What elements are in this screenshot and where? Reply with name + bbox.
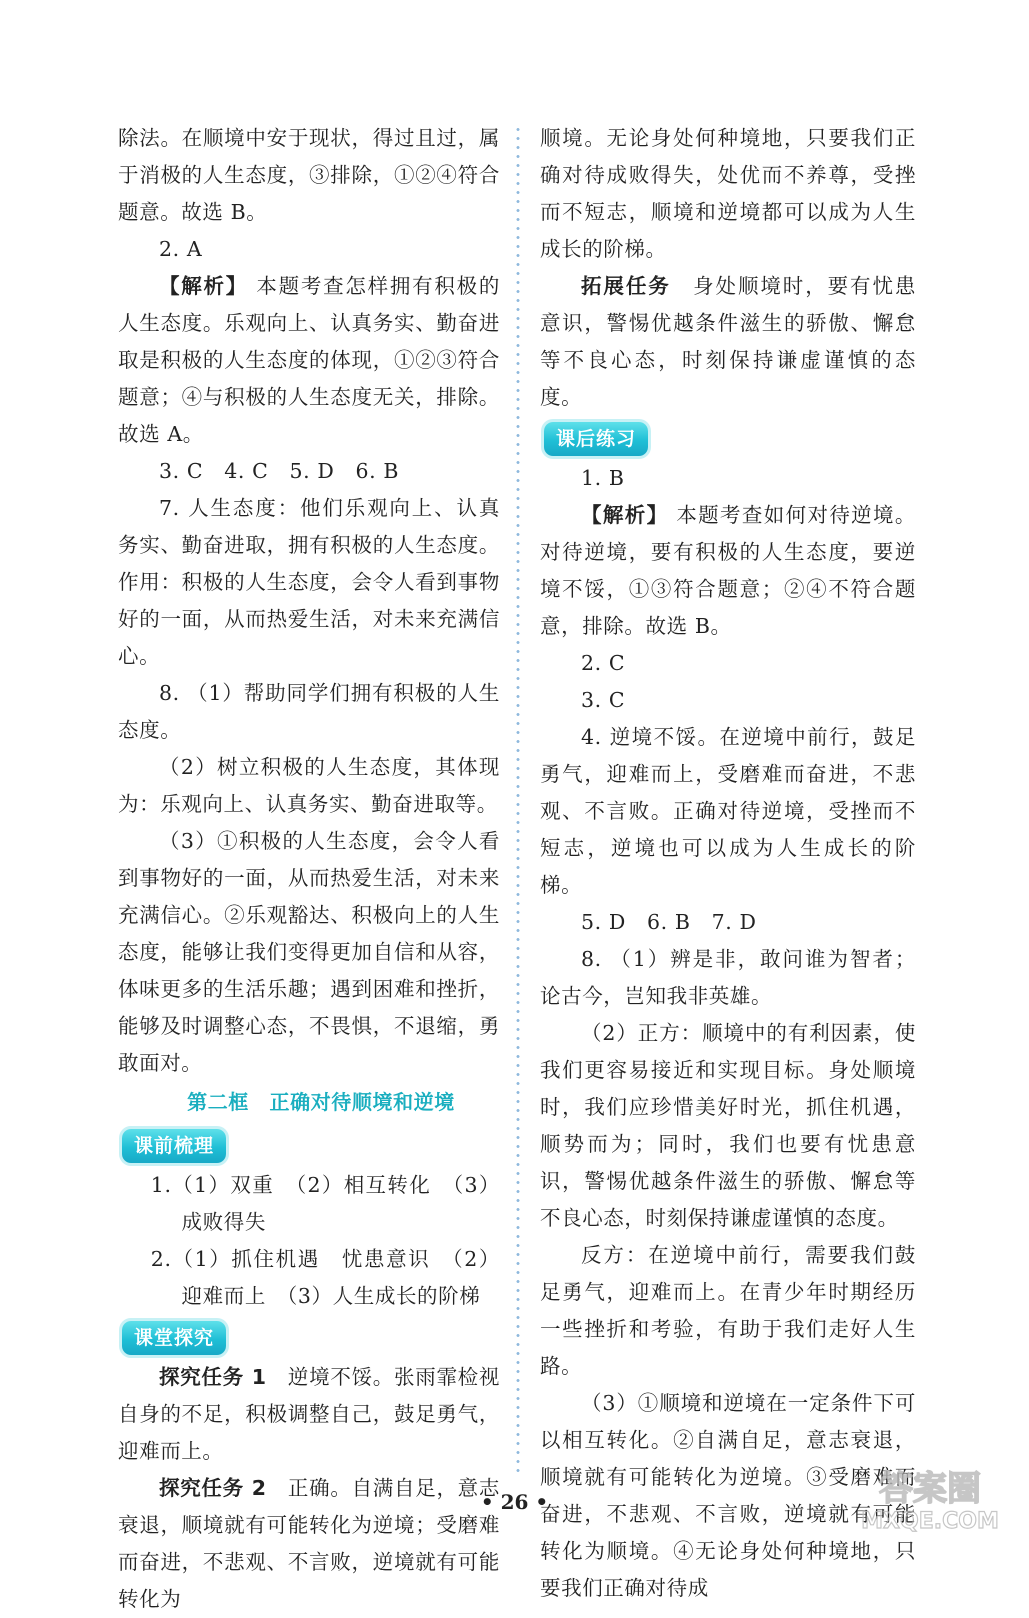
task-text: 身处顺境时，要有忧患意识，警惕优越条件滋生的骄傲、懈怠等不良心态，时刻保持谦虚谨慎的态度。 [540,274,916,409]
list-item: 1.（1）双重 （2）相互转化 （3）成败得失 [150,1173,500,1234]
page-number: • 26 • [480,1490,549,1514]
section-badge-after-class: 课后练习 [544,422,648,456]
paragraph: 顺境。无论身处何种境地，只要我们正确对待成败得失，处优而不养尊，受挫而不短志，顺境和逆境都可以成为人生成长的阶梯。 [540,126,916,261]
paragraph: 7. 人生态度：他们乐观向上、认真务实、勤奋进取，拥有积极的人生态度。作用：积极的人生态度，会令人看到事物好的一面，从而热爱生活，对未来充满信心。 [118,496,500,668]
watermark-url: MXQE.COM [861,1509,999,1534]
task-text: 逆境不馁。张雨霏检视自身的不足，积极调整自己，鼓足勇气，迎难而上。 [118,1365,500,1463]
watermark-logo [830,1460,1029,1536]
section-badge-pre-class: 课前梳理 [122,1129,226,1163]
task-label: 拓展任务 [581,274,671,298]
answer-line: 3. C 4. C 5. D 6. B [159,459,400,483]
column-divider [514,125,522,1475]
analysis-text: 本题考查如何对待逆境。对待逆境，要有积极的人生态度，要逆境不馁，①③符合题意；②④不符合题意，排除。故选 B。 [540,503,916,638]
right-column [540,120,916,1607]
task-label: 探究任务 1 [159,1365,267,1389]
answer-line: 2. A [159,237,203,261]
task-label: 探究任务 2 [159,1476,267,1500]
answer-line: 2. C [581,651,626,675]
paragraph: 反方：在逆境中前行，需要我们鼓足勇气，迎难而上。在青少年时期经历一些挫折和考验，有助于我们走好人生路。 [540,1243,916,1378]
paragraph: 4. 逆境不馁。在逆境中前行，鼓足勇气，迎难而上，受磨难而奋进，不悲观、不言败。正确对待逆境，受挫而不短志，逆境也可以成为人生成长的阶梯。 [540,725,916,897]
paragraph: （3）①积极的人生态度，会令人看到事物好的一面，从而热爱生活，对未来充满信心。②乐观豁达、积极向上的人生态度，能够让我们变得更加自信和从容，体味更多的生活乐趣；遇到困难和挫折，能够及时调整心态，不畏惧，不退缩，勇敢面对。 [118,829,500,1075]
paragraph: 8. （1）辨是非，敢问谁为智者；论古今，岂知我非英雄。 [540,947,916,1008]
paragraph: （2）树立积极的人生态度，其体现为：乐观向上、认真务实、勤奋进取等。 [118,755,500,816]
watermark-text: 答案圈 [879,1469,981,1509]
analysis-label: 【解析】 [159,274,249,298]
analysis-text: 本题考查怎样拥有积极的人生态度。乐观向上、认真务实、勤奋进取是积极的人生态度的体现，①②③符合题意；④与积极的人生态度无关，排除。故选 A。 [118,274,500,446]
task-paragraph [118,1359,500,1470]
section-badge-in-class: 课堂探究 [122,1321,226,1355]
task-text: 正确。自满自足，意志衰退，顺境就有可能转化为逆境；受磨难而奋进，不悲观、不言败，逆境就有可能转化为 [118,1476,500,1611]
left-column [118,120,500,1618]
paragraph: （2）正方：顺境中的有利因素，使我们更容易接近和实现目标。身处顺境时，我们应珍惜美好时光，抓住机遇，顺势而为；同时，我们也要有忧患意识，警惕优越条件滋生的骄傲、懈怠等不良心态，时刻保持谦虚谨慎的态度。 [540,1021,916,1230]
task-paragraph [540,268,916,416]
answer-line: 1. B [581,466,625,490]
analysis-paragraph [540,497,916,645]
analysis-paragraph [118,268,500,453]
section-title: 第二框 正确对待顺境和逆境 [187,1090,455,1114]
paragraph: 除法。在顺境中安于现状，得过且过，属于消极的人生态度，③排除，①②④符合题意。故选 B。 [118,126,500,224]
list-item: 2.（1）抓住机遇 忧患意识 （2）迎难而上 （3）人生成长的阶梯 [150,1247,500,1308]
analysis-label: 【解析】 [581,503,669,527]
paragraph: 8. （1）帮助同学们拥有积极的人生态度。 [118,681,500,742]
paragraph: （3）①顺境和逆境在一定条件下可以相互转化。②自满自足，意志衰退，顺境就有可能转化为逆境。③受磨难而奋进，不悲观、不言败，逆境就有可能转化为顺境。④无论身处何种境地，只要我们正确对待成 [540,1391,916,1600]
answer-line: 5. D 6. B 7. D [581,910,757,934]
answer-line: 3. C [581,688,626,712]
